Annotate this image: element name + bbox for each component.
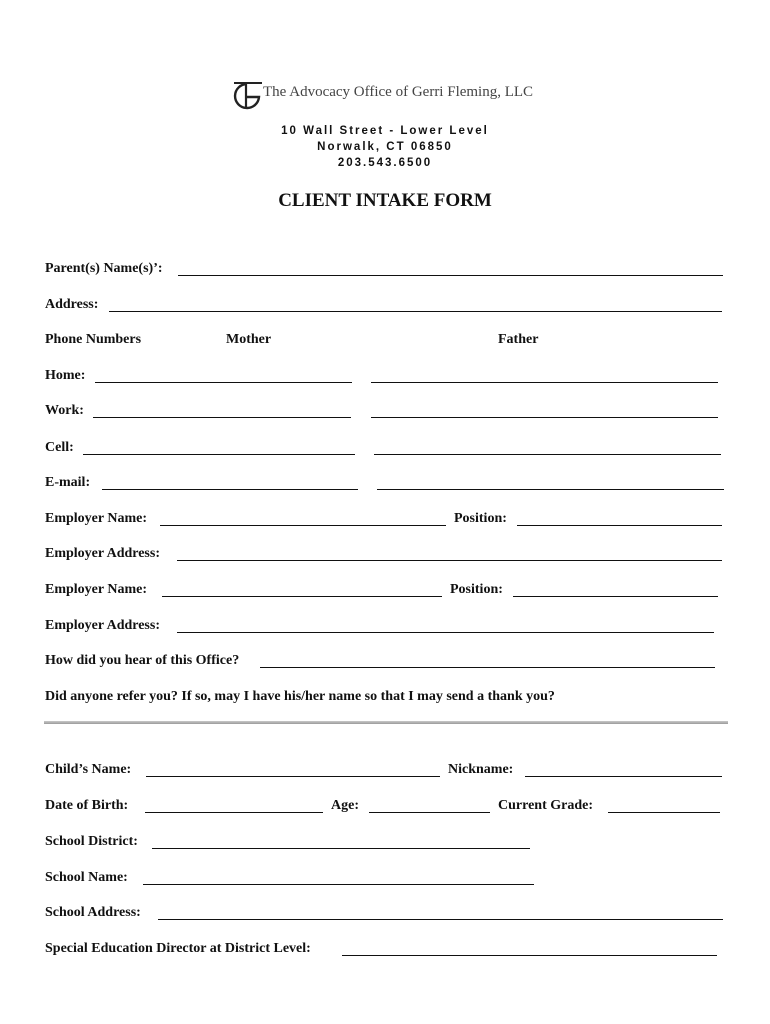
office-phone: 203.543.6500 <box>337 157 433 169</box>
current-grade-label: Current Grade: <box>498 798 593 813</box>
father-column-heading: Father <box>498 332 539 347</box>
nickname-label: Nickname: <box>448 762 514 777</box>
date-of-birth-field[interactable] <box>145 812 323 813</box>
father-home-phone-field[interactable] <box>371 382 718 383</box>
employer-name-field-2[interactable] <box>162 596 442 597</box>
mother-column-heading: Mother <box>226 332 272 347</box>
sped-director-field[interactable] <box>342 955 717 956</box>
parents-name-field[interactable] <box>178 275 723 276</box>
school-address-label: School Address: <box>45 905 141 920</box>
employer-address-label-1: Employer Address: <box>45 546 160 561</box>
position-label-2: Position: <box>450 582 503 597</box>
date-of-birth-label: Date of Birth: <box>45 798 129 813</box>
cell-phone-label: Cell: <box>45 440 74 455</box>
position-field-1[interactable] <box>517 525 722 526</box>
employer-address-label-2: Employer Address: <box>45 618 160 633</box>
home-phone-label: Home: <box>45 368 86 383</box>
employer-name-field-1[interactable] <box>160 525 446 526</box>
referral-question: Did anyone refer you? If so, may I have his/her name so that I may send a thank you? <box>45 689 555 704</box>
address-line-2: Norwalk, CT 06850 <box>317 141 453 153</box>
school-address-field[interactable] <box>158 919 723 920</box>
nickname-field[interactable] <box>525 776 722 777</box>
childs-name-field[interactable] <box>146 776 440 777</box>
mother-cell-phone-field[interactable] <box>83 454 355 455</box>
age-label: Age: <box>331 798 359 813</box>
form-title: CLIENT INTAKE FORM <box>278 190 492 211</box>
how-hear-label: How did you hear of this Office? <box>45 653 240 668</box>
parents-name-label: Parent(s) Name(s)’: <box>45 261 163 276</box>
school-district-label: School District: <box>45 834 138 849</box>
address-line-1: 10 Wall Street - Lower Level <box>281 125 489 137</box>
father-cell-phone-field[interactable] <box>374 454 721 455</box>
father-work-phone-field[interactable] <box>371 417 718 418</box>
email-label: E-mail: <box>45 475 91 490</box>
school-name-field[interactable] <box>143 884 534 885</box>
position-label-1: Position: <box>454 511 507 526</box>
current-grade-field[interactable] <box>608 812 720 813</box>
mother-email-field[interactable] <box>102 489 358 490</box>
firm-name: The Advocacy Office of Gerri Fleming, LLC <box>263 84 534 100</box>
employer-name-label-2: Employer Name: <box>45 582 147 597</box>
position-field-2[interactable] <box>513 596 718 597</box>
father-email-field[interactable] <box>377 489 724 490</box>
age-field[interactable] <box>369 812 490 813</box>
section-divider <box>44 721 728 724</box>
phone-numbers-heading: Phone Numbers <box>45 332 142 347</box>
employer-name-label-1: Employer Name: <box>45 511 147 526</box>
school-name-label: School Name: <box>45 870 128 885</box>
address-field[interactable] <box>109 311 722 312</box>
gf-monogram-icon <box>230 79 264 111</box>
work-phone-label: Work: <box>45 403 84 418</box>
employer-address-field-1[interactable] <box>177 560 722 561</box>
mother-work-phone-field[interactable] <box>93 417 351 418</box>
sped-director-label: Special Education Director at District Level: <box>45 941 311 956</box>
mother-home-phone-field[interactable] <box>95 382 352 383</box>
how-hear-field[interactable] <box>260 667 715 668</box>
childs-name-label: Child’s Name: <box>45 762 132 777</box>
employer-address-field-2[interactable] <box>177 632 714 633</box>
school-district-field[interactable] <box>152 848 530 849</box>
address-label: Address: <box>45 297 99 312</box>
